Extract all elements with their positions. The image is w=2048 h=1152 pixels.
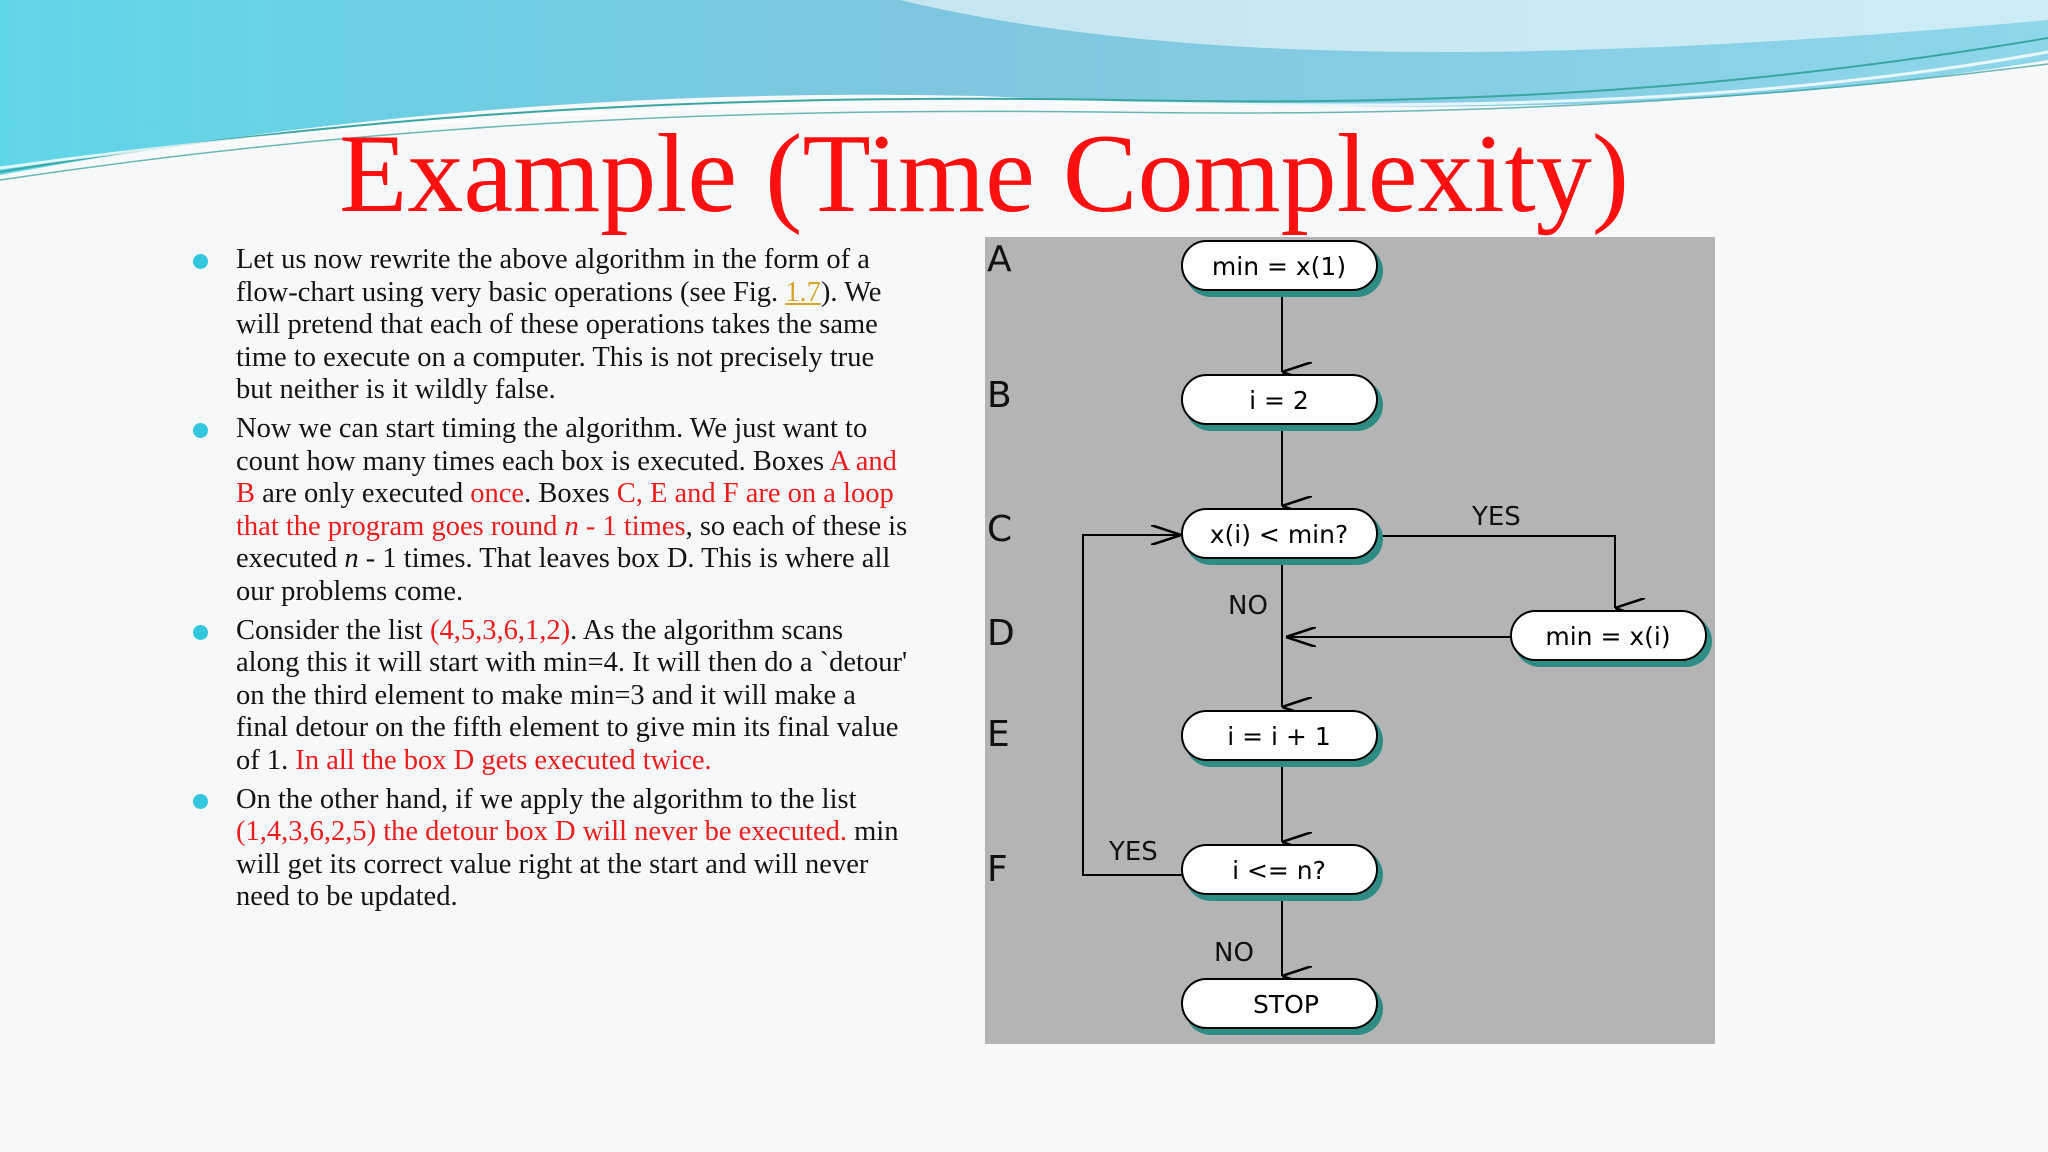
bullet-list: [188, 244, 913, 920]
bullet-text: Now we can start timing the algorithm. We just want to count how many times each box is executed. Boxes: [236, 412, 868, 477]
bullet-text: Consider the list: [236, 614, 430, 646]
figure-link[interactable]: 1.7: [785, 276, 821, 308]
slide-title: Example (Time Complexity): [339, 112, 1629, 236]
bullet-item: [188, 615, 913, 778]
box-a: [1182, 241, 1383, 297]
box-a-text: min = x(1): [1211, 252, 1347, 281]
edge-label-f-yes: YES: [1109, 837, 1158, 867]
bullet-item: [188, 244, 913, 407]
box-e-text: i = i + 1: [1227, 722, 1331, 751]
bullet-text: min will get its correct value right at the start and will never need to be updated.: [236, 816, 899, 913]
highlight-text: (1,4,3,6,2,5) the detour box D will never be executed.: [236, 816, 847, 848]
bullet-text: - 1 times. That leaves box D. This is where all our problems come.: [236, 543, 891, 607]
highlight-text: (4,5,3,6,1,2): [429, 614, 571, 646]
bullet-text: are only executed: [255, 478, 471, 510]
box-c-text: x(i) < min?: [1209, 520, 1349, 549]
flowchart: [985, 237, 1715, 1044]
bullet-icon: [193, 794, 208, 809]
bullet-text: On the other hand, if we apply the algorithm to the list: [236, 783, 857, 815]
bullet-item: [188, 413, 913, 609]
row-label-f: F: [987, 849, 1008, 890]
bullet-text: ). We will pretend that each of these operations takes the same time to execute on a computer. This is not precisely true but neither is it wildly false.: [236, 276, 882, 406]
highlight-text: A and B: [236, 445, 897, 510]
highlight-variable: n: [564, 510, 579, 542]
edge-label-f-no: NO: [1214, 938, 1254, 968]
box-f: [1182, 845, 1383, 901]
box-f-text: i <= n?: [1232, 856, 1326, 885]
row-label-d: D: [987, 613, 1015, 654]
highlight-text: - 1 times: [578, 510, 686, 542]
box-d-text: min = x(i): [1545, 622, 1671, 651]
row-label-c: C: [987, 509, 1013, 550]
box-stop-text: STOP: [1253, 990, 1319, 1019]
box-b-text: i = 2: [1249, 386, 1309, 415]
bullet-text: , so each of these is executed: [236, 510, 908, 575]
bullet-icon: [193, 423, 208, 438]
box-stop: [1182, 979, 1383, 1035]
box-c: [1182, 509, 1383, 565]
highlight-text: C, E and F are on a loop that the program goes round: [236, 478, 894, 542]
bullet-icon: [193, 625, 208, 640]
edge-label-c-no: NO: [1228, 591, 1268, 621]
variable-n: n: [344, 543, 359, 575]
row-label-e: E: [987, 714, 1010, 755]
box-b: [1182, 375, 1383, 431]
row-label-b: B: [987, 375, 1012, 416]
box-e: [1182, 711, 1383, 767]
edge-label-c-yes: YES: [1472, 502, 1521, 532]
bullet-text: . Boxes: [524, 478, 617, 510]
bullet-text: . As the algorithm scans along this it will start with min=4. It will then do a `detour' on the third element to make min=3 and it will make a final detour on the fifth element to give min its final value of 1.: [236, 614, 908, 776]
highlight-text: In all the box D gets executed twice.: [295, 744, 712, 776]
highlight-text: once: [470, 478, 525, 510]
bullet-item: [188, 784, 913, 914]
bullet-text: Let us now rewrite the above algorithm in the form of a flow-chart using very basic operations (see Fig.: [236, 244, 870, 308]
row-label-a: A: [987, 239, 1012, 280]
box-d: [1511, 611, 1712, 667]
bullet-icon: [193, 254, 208, 269]
